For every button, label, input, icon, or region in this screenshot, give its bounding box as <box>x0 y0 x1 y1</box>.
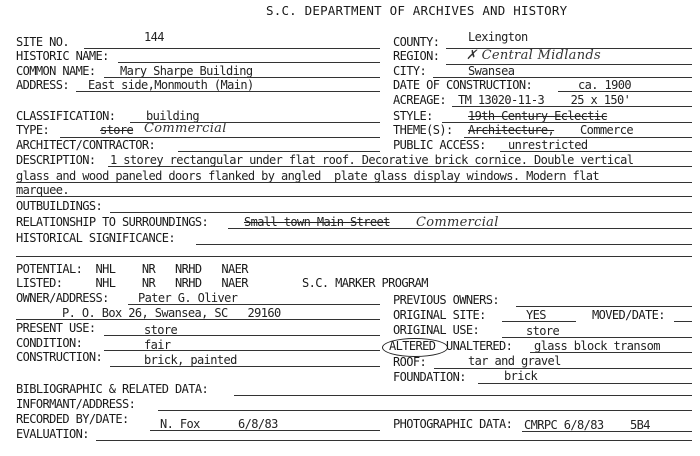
county-value: Lexington <box>468 30 528 44</box>
recorded-by-label: RECORDED BY/DATE: <box>16 412 129 426</box>
themes-value-struck: Architecture, <box>468 123 555 137</box>
common-name-label: COMMON NAME: <box>16 64 96 78</box>
outbuildings-line <box>110 212 692 213</box>
construction-value: brick, painted <box>144 353 237 367</box>
listed-label: LISTED: NHL NR NRHD NAER <box>16 276 248 290</box>
altered-detail-value: glass block transom <box>534 339 660 353</box>
region-label: REGION: <box>393 49 440 63</box>
construction-label: CONSTRUCTION: <box>16 350 103 364</box>
historic-name-label: HISTORIC NAME: <box>16 49 109 63</box>
photographic-data-value: CMRPC 6/8/83 5B4 <box>524 418 650 432</box>
informant-line <box>158 410 692 411</box>
historical-significance-label: HISTORICAL SIGNIFICANCE: <box>16 231 175 245</box>
marker-program-label: S.C. MARKER PROGRAM <box>302 276 428 290</box>
description-rule-2 <box>16 182 692 183</box>
condition-line <box>104 350 380 351</box>
relationship-label: RELATIONSHIP TO SURROUNDINGS: <box>16 215 209 229</box>
site-no-line <box>84 48 380 49</box>
recorded-by-line <box>150 430 380 431</box>
previous-owners-label: PREVIOUS OWNERS: <box>393 293 499 307</box>
description-rule-1 <box>108 166 692 167</box>
city-value: Swansea <box>468 64 515 78</box>
informant-label: INFORMANT/ADDRESS: <box>16 397 136 411</box>
original-site-label: ORIGINAL SITE: <box>393 308 486 322</box>
present-use-value: store <box>144 323 178 337</box>
type-value-struck: store <box>100 123 134 137</box>
page-title: S.C. DEPARTMENT OF ARCHIVES AND HISTORY <box>266 3 568 18</box>
original-use-label: ORIGINAL USE: <box>393 323 480 337</box>
date-of-construction-line <box>558 91 692 92</box>
owner-line <box>128 304 380 305</box>
description-line-1: 1 storey rectangular under flat roof. Decorative brick cornice. Double vertical <box>110 153 634 167</box>
photographic-data-label: PHOTOGRAPHIC DATA: <box>393 417 513 431</box>
owner-address-value: P. O. Box 26, Swansea, SC 29160 <box>62 306 281 320</box>
description-line-3: marquee. <box>16 183 69 197</box>
moved-date-label: MOVED/DATE: <box>592 308 665 322</box>
potential-label: POTENTIAL: NHL NR NRHD NAER <box>16 262 248 276</box>
roof-label: ROOF: <box>393 355 427 369</box>
unaltered-label: UNALTERED: <box>446 339 513 353</box>
public-access-value: unrestricted <box>508 138 588 152</box>
present-use-line <box>104 335 380 336</box>
site-no-label: SITE NO. <box>16 35 69 49</box>
photographic-data-line <box>522 431 692 432</box>
altered-line <box>530 352 692 353</box>
bibliographic-label: BIBLIOGRAPHIC & RELATED DATA: <box>16 382 209 396</box>
type-label: TYPE: <box>16 123 50 137</box>
previous-owners-line <box>516 306 692 307</box>
construction-line <box>110 366 380 367</box>
site-no-value: 144 <box>144 30 164 44</box>
roof-line <box>434 368 692 369</box>
owner-address-label: OWNER/ADDRESS: <box>16 291 109 305</box>
foundation-value: brick <box>504 369 538 383</box>
address-value: East side,Monmouth (Main) <box>88 78 254 92</box>
address-label: ADDRESS: <box>16 78 69 92</box>
acreage-value: TM 13020-11-3 25 x 150' <box>458 93 631 107</box>
bibliographic-line <box>234 395 692 396</box>
outbuildings-label: OUTBUILDINGS: <box>16 199 103 213</box>
moved-date-line <box>674 321 692 322</box>
style-label: STYLE: <box>393 109 433 123</box>
architect-line <box>178 151 380 152</box>
classification-label: CLASSIFICATION: <box>16 109 116 123</box>
common-name-value: Mary Sharpe Building <box>120 64 253 78</box>
relationship-handwritten: Commercial <box>416 215 499 230</box>
section-divider <box>16 256 692 257</box>
relationship-line <box>228 228 692 229</box>
original-use-value: store <box>526 324 560 338</box>
date-of-construction-value: ca. 1900 <box>578 78 631 92</box>
themes-label: THEME(S): <box>393 123 453 137</box>
type-handwritten: Commercial <box>144 121 227 136</box>
owner-name-value: Pater G. Oliver <box>138 291 238 305</box>
roof-value: tar and gravel <box>468 354 561 368</box>
condition-value: fair <box>144 338 171 352</box>
description-label: DESCRIPTION: <box>16 153 96 167</box>
region-handwritten: ✗ Central Midlands <box>466 48 601 63</box>
historical-significance-line <box>196 244 692 245</box>
themes-value: Commerce <box>580 123 633 137</box>
acreage-line <box>452 106 692 107</box>
architect-label: ARCHITECT/CONTRACTOR: <box>16 138 156 152</box>
style-value-struck: 19th Century Eclectic <box>468 109 608 123</box>
foundation-label: FOUNDATION: <box>393 370 466 384</box>
original-site-value: YES <box>526 308 546 322</box>
original-site-line <box>502 321 576 322</box>
classification-value: building <box>146 109 199 123</box>
recorded-by-value: N. Fox <box>160 417 200 431</box>
evaluation-line <box>96 440 692 441</box>
public-access-line <box>500 151 692 152</box>
relationship-value-struck: Small town Main Street <box>244 215 390 229</box>
original-use-line <box>502 337 692 338</box>
description-rule-3 <box>16 196 692 197</box>
city-label: CITY: <box>393 64 427 78</box>
historic-name-line <box>118 62 380 63</box>
evaluation-label: EVALUATION: <box>16 427 89 441</box>
public-access-label: PUBLIC ACCESS: <box>393 138 486 152</box>
county-label: COUNTY: <box>393 35 440 49</box>
present-use-label: PRESENT USE: <box>16 321 96 335</box>
altered-label: ALTERED <box>389 339 436 353</box>
acreage-label: ACREAGE: <box>393 93 446 107</box>
address-line <box>76 91 380 92</box>
recorded-date-value: 6/8/83 <box>238 417 278 431</box>
condition-label: CONDITION: <box>16 336 83 350</box>
region-check-mark: ✗ <box>466 48 482 63</box>
date-of-construction-label: DATE OF CONSTRUCTION: <box>393 78 533 92</box>
owner-address-line <box>16 319 380 320</box>
foundation-line <box>478 383 692 384</box>
description-line-2: glass and wood paneled doors flanked by angled plate glass display windows. Modern flat <box>16 169 599 183</box>
